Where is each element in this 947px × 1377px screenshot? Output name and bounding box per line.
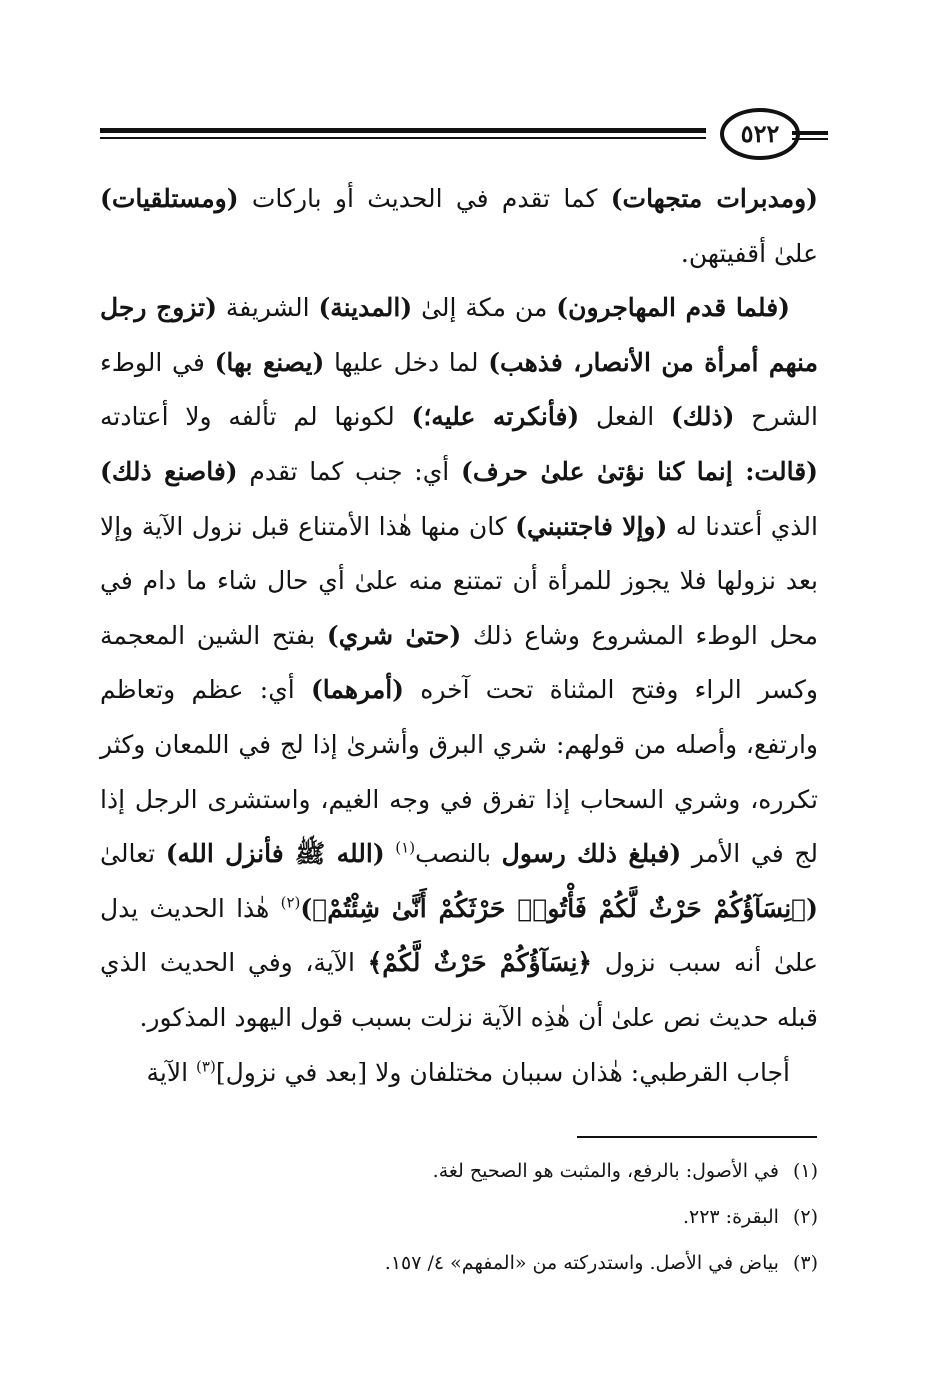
paragraph-2: [100, 281, 818, 1045]
text-segment: تعالىٰ: [100, 839, 166, 869]
bold-text-segment: (حتىٰ شري): [326, 620, 462, 650]
bold-text-segment: (فاصنع ذلك): [100, 456, 238, 486]
bold-text-segment: (فبلغ ذلك رسول: [501, 839, 682, 869]
page-number: ٥٢٢: [740, 119, 780, 148]
footnote-2: [100, 1194, 818, 1240]
header-rule-tail: [792, 131, 828, 139]
text-segment: بالنصب: [415, 839, 502, 869]
text-segment: الآية: [146, 1057, 197, 1087]
text-segment: أي: جنب كما تقدم: [237, 456, 461, 486]
bold-text-segment: (ومدبرات متجهات): [610, 184, 818, 213]
bold-text-segment: (قالت: إنما كنا نؤتىٰ علىٰ حرف): [460, 456, 818, 486]
footnote-marker: (٢): [280, 893, 301, 912]
bold-text-segment: (يصنع بها): [214, 347, 325, 377]
bold-text-segment: (أمرهما): [310, 675, 404, 705]
text-segment: لما دخل عليها: [324, 347, 489, 377]
text-segment: علىٰ أقفيتهن.: [680, 238, 818, 268]
footnote-text: بياض في الأصل. واستدركته من «المفهم» ٤/ ١٥٧.: [384, 1252, 779, 1274]
text-segment: كان منها هٰذا الأمتناع قبل نزول الآية وإلا بعد نزولها فلا يجوز للمرأة أن تمتنع منه علىٰ أي حال شاء ما دام في محل الوطء المشروع وشاع ذلك: [100, 511, 818, 650]
footnote-marker: (١): [395, 838, 416, 857]
bold-text-segment: (فلما قدم المهاجرون): [556, 293, 790, 323]
text-segment: الشريفة: [216, 293, 319, 323]
bold-text-segment: (فأنكرته عليه؛): [411, 402, 580, 432]
bold-text-segment: (الله ﷺ فأنزل الله): [165, 839, 385, 869]
footnote-text: البقرة: ٢٢٣.: [682, 1206, 779, 1228]
text-segment: الفعل: [579, 402, 671, 432]
footnote-text: في الأصول: بالرفع، والمثبت هو الصحيح لغة.: [432, 1160, 779, 1182]
bold-text-segment: (ذلك): [670, 402, 735, 432]
footnote-1: [100, 1148, 818, 1194]
footnote-number: (١): [792, 1160, 818, 1182]
footnote-marker: (٣): [196, 1057, 216, 1076]
bold-text-segment: (ومستلقيات): [100, 184, 239, 213]
footnotes: [100, 1148, 818, 1286]
page-number-oval: [720, 108, 800, 160]
text-segment: [385, 839, 396, 868]
text-segment: لكونها لم تألفه ولا أعتادته: [100, 402, 412, 432]
main-text: [100, 172, 818, 1100]
text-segment: كما تقدم في الحديث أو باركات: [238, 184, 611, 213]
text-segment: بفتح الشين المعجمة وكسر الراء وفتح المثناة تحت آخره: [100, 620, 818, 705]
text-segment: من مكة إلىٰ: [412, 293, 557, 323]
text-segment: الآية، وفي الحديث الذي قبله حديث نص علىٰ أن هٰذِه الآية نزلت بسبب قول اليهود المذكور.: [100, 948, 818, 1032]
paragraph-3: [100, 1046, 818, 1101]
page-header: [100, 108, 828, 166]
bold-text-segment: ﴿نِسَآؤُكُمْ حَرْثٌ لَّكُمْ﴾: [367, 948, 593, 978]
footnote-3: [100, 1240, 818, 1286]
text-segment: الذي أعتدنا له: [667, 511, 818, 541]
text-segment: أجاب القرطبي: هٰذان سببان مختلفان ولا [بعد في نزول]: [215, 1057, 790, 1087]
text-segment: أي: عظم وتعاظم وارتفع، وأصله من قولهم: شري البرق وأشرىٰ إذا لج في اللمعان وكثر تكرره، وشري السحاب إذا تفرق في وجه الغيم، واستشرى الرجل إذا لج في الأمر: [100, 675, 819, 869]
bold-text-segment: (وإلا فاجتنبني): [515, 511, 668, 541]
text-segment: في الوطء الشرح: [100, 347, 818, 432]
bold-text-segment: (﴿نِسَآؤُكُمْ حَرْثٌ لَّكُمْ فَأْتُوا۟ حَرْثَكُمْ أَنَّىٰ شِئْتُمْ﴾): [300, 893, 818, 923]
footnote-number: (٢): [792, 1206, 818, 1228]
footnote-number: (٣): [792, 1252, 818, 1274]
bold-text-segment: (المدينة): [318, 293, 413, 323]
header-double-rule: [100, 128, 706, 142]
footnote-separator: [577, 1136, 817, 1138]
paragraph-1: [100, 172, 818, 281]
bold-text-segment: (تزوج رجل منهم أمرأة من الأنصار، فذهب): [100, 293, 818, 377]
text-segment: هٰذا الحديث يدل علىٰ أنه سبب نزول: [100, 893, 819, 978]
